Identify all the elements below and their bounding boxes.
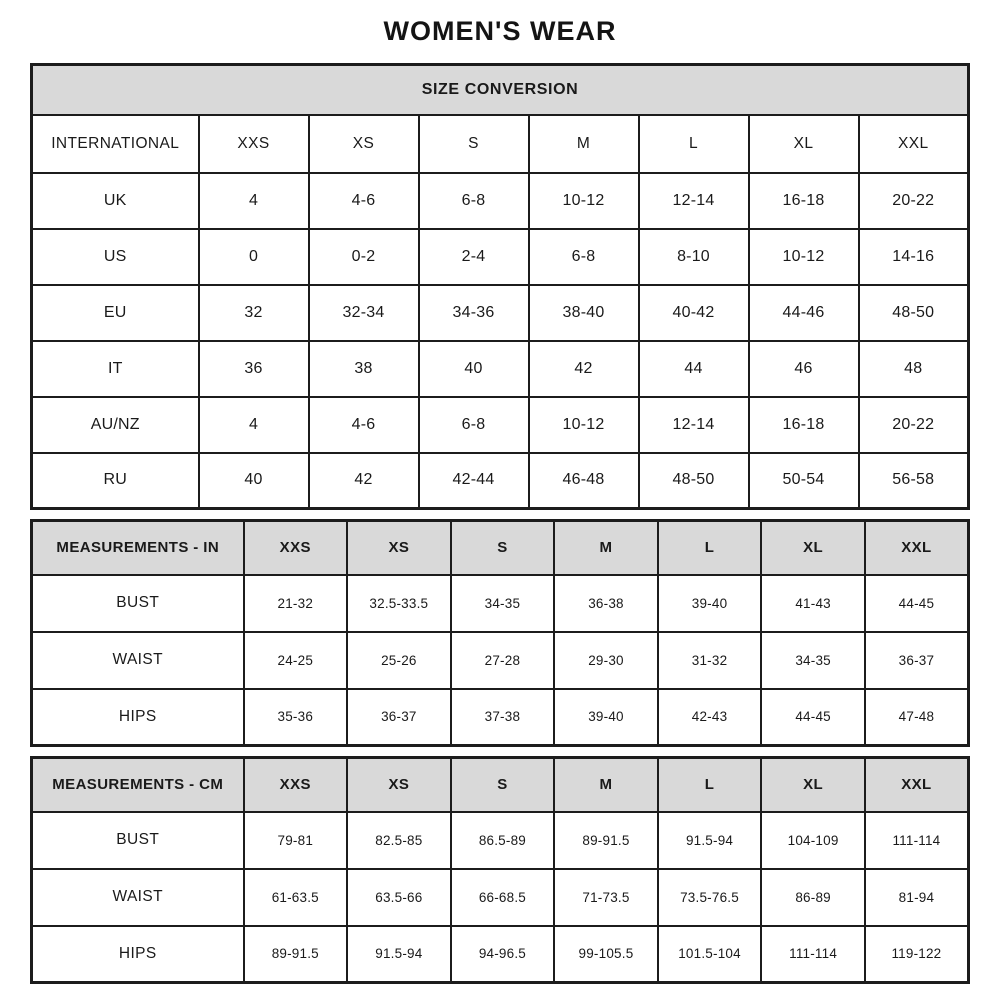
- size_conversion-value-cell: 2-4: [419, 229, 529, 285]
- measurements_cm-value-cell: 86-89: [761, 869, 865, 926]
- size_conversion-value-cell: 48-50: [859, 285, 969, 341]
- measurements_cm-col-header: L: [658, 758, 762, 812]
- size_conversion-col-header: S: [419, 115, 529, 173]
- size_conversion-row: [32, 453, 969, 509]
- measurements_cm-col-header: MEASUREMENTS - CM: [32, 758, 244, 812]
- size_conversion-row-label: EU: [32, 285, 199, 341]
- measurements_in-col-header: XS: [347, 521, 451, 575]
- size_conversion-value-cell: 12-14: [639, 397, 749, 453]
- size_conversion-row-label: US: [32, 229, 199, 285]
- size_conversion-value-cell: 56-58: [859, 453, 969, 509]
- size_conversion-value-cell: 8-10: [639, 229, 749, 285]
- size_conversion-value-cell: 6-8: [529, 229, 639, 285]
- size_conversion-row: [32, 229, 969, 285]
- measurements_in-value-cell: 36-38: [554, 575, 658, 632]
- size_conversion-value-cell: 10-12: [749, 229, 859, 285]
- size_conversion-value-cell: 32: [199, 285, 309, 341]
- size_conversion-row-label: UK: [32, 173, 199, 229]
- measurements_cm-row: [32, 926, 969, 983]
- size_conversion-value-cell: 16-18: [749, 397, 859, 453]
- size_conversion-value-cell: 16-18: [749, 173, 859, 229]
- measurements_cm-columns-row: [32, 758, 969, 812]
- size_conversion-value-cell: 12-14: [639, 173, 749, 229]
- measurements_cm-value-cell: 119-122: [865, 926, 969, 983]
- size_conversion-col-header: M: [529, 115, 639, 173]
- measurements_cm-value-cell: 104-109: [761, 812, 865, 869]
- measurements_in-value-cell: 24-25: [244, 632, 348, 689]
- size_conversion-value-cell: 4: [199, 397, 309, 453]
- measurements_cm-value-cell: 89-91.5: [244, 926, 348, 983]
- measurements_cm-value-cell: 111-114: [761, 926, 865, 983]
- size_conversion-value-cell: 40: [419, 341, 529, 397]
- size_conversion-value-cell: 4-6: [309, 397, 419, 453]
- size_conversion-value-cell: 46-48: [529, 453, 639, 509]
- size_conversion-value-cell: 6-8: [419, 397, 529, 453]
- measurements_cm-col-header: M: [554, 758, 658, 812]
- measurements_cm-col-header: XL: [761, 758, 865, 812]
- size_conversion-value-cell: 40-42: [639, 285, 749, 341]
- size_conversion-col-header: XL: [749, 115, 859, 173]
- size_conversion-header-row: [32, 65, 969, 115]
- size_conversion-col-header: XS: [309, 115, 419, 173]
- measurements_cm-value-cell: 73.5-76.5: [658, 869, 762, 926]
- measurements_cm-value-cell: 91.5-94: [347, 926, 451, 983]
- page-title: WOMEN'S WEAR: [383, 16, 617, 46]
- measurements_cm-value-cell: 82.5-85: [347, 812, 451, 869]
- size_conversion-row-label: RU: [32, 453, 199, 509]
- measurements_in-row-label: BUST: [32, 575, 244, 632]
- measurements_cm-value-cell: 63.5-66: [347, 869, 451, 926]
- measurements_in-col-header: XL: [761, 521, 865, 575]
- size_conversion-row: [32, 173, 969, 229]
- measurements_in-value-cell: 34-35: [761, 632, 865, 689]
- measurements_in-row-label: HIPS: [32, 689, 244, 746]
- size_conversion-row-label: IT: [32, 341, 199, 397]
- measurements_cm-row-label: HIPS: [32, 926, 244, 983]
- measurements_in-value-cell: 25-26: [347, 632, 451, 689]
- size_conversion-value-cell: 46: [749, 341, 859, 397]
- measurements-in-table: [30, 519, 970, 747]
- measurements_in-value-cell: 44-45: [761, 689, 865, 746]
- size_conversion-value-cell: 20-22: [859, 173, 969, 229]
- size_conversion-value-cell: 10-12: [529, 397, 639, 453]
- measurements_cm-row-label: WAIST: [32, 869, 244, 926]
- measurements_cm-value-cell: 94-96.5: [451, 926, 555, 983]
- size_conversion-value-cell: 20-22: [859, 397, 969, 453]
- size_conversion-col-header: INTERNATIONAL: [32, 115, 199, 173]
- size_conversion-value-cell: 44-46: [749, 285, 859, 341]
- measurements_cm-value-cell: 91.5-94: [658, 812, 762, 869]
- measurements_in-value-cell: 41-43: [761, 575, 865, 632]
- measurements-cm-table: [30, 756, 970, 984]
- size_conversion-value-cell: 42-44: [419, 453, 529, 509]
- size_conversion-value-cell: 14-16: [859, 229, 969, 285]
- size_conversion-value-cell: 48: [859, 341, 969, 397]
- measurements_cm-row: [32, 812, 969, 869]
- measurements_cm-value-cell: 99-105.5: [554, 926, 658, 983]
- measurements_cm-row-label: BUST: [32, 812, 244, 869]
- size_conversion-value-cell: 32-34: [309, 285, 419, 341]
- size_conversion-value-cell: 4-6: [309, 173, 419, 229]
- measurements_cm-value-cell: 66-68.5: [451, 869, 555, 926]
- measurements_cm-row: [32, 869, 969, 926]
- measurements_in-value-cell: 39-40: [658, 575, 762, 632]
- size_conversion-value-cell: 10-12: [529, 173, 639, 229]
- measurements_cm-value-cell: 81-94: [865, 869, 969, 926]
- measurements_in-col-header: XXL: [865, 521, 969, 575]
- measurements_cm-value-cell: 71-73.5: [554, 869, 658, 926]
- size_conversion-value-cell: 44: [639, 341, 749, 397]
- measurements_in-value-cell: 42-43: [658, 689, 762, 746]
- size_conversion-row: [32, 341, 969, 397]
- measurements_in-value-cell: 27-28: [451, 632, 555, 689]
- size_conversion-value-cell: 0: [199, 229, 309, 285]
- size_conversion-col-header: XXL: [859, 115, 969, 173]
- measurements_in-value-cell: 39-40: [554, 689, 658, 746]
- size_conversion-value-cell: 4: [199, 173, 309, 229]
- size_conversion-value-cell: 6-8: [419, 173, 529, 229]
- measurements_cm-value-cell: 101.5-104: [658, 926, 762, 983]
- measurements_in-value-cell: 35-36: [244, 689, 348, 746]
- size_conversion-col-header: XXS: [199, 115, 309, 173]
- measurements_in-value-cell: 29-30: [554, 632, 658, 689]
- size_conversion-value-cell: 42: [309, 453, 419, 509]
- size_conversion-columns-row: [32, 115, 969, 173]
- measurements_cm-col-header: XXS: [244, 758, 348, 812]
- measurements_cm-value-cell: 89-91.5: [554, 812, 658, 869]
- measurements_in-value-cell: 44-45: [865, 575, 969, 632]
- measurements_in-value-cell: 36-37: [347, 689, 451, 746]
- measurements_in-value-cell: 47-48: [865, 689, 969, 746]
- measurements_in-row: [32, 575, 969, 632]
- size_conversion-value-cell: 40: [199, 453, 309, 509]
- measurements_in-row: [32, 632, 969, 689]
- measurements_cm-value-cell: 111-114: [865, 812, 969, 869]
- measurements_in-value-cell: 31-32: [658, 632, 762, 689]
- measurements_in-col-header: MEASUREMENTS - IN: [32, 521, 244, 575]
- measurements_in-row: [32, 689, 969, 746]
- measurements_in-row-label: WAIST: [32, 632, 244, 689]
- measurements_cm-value-cell: 86.5-89: [451, 812, 555, 869]
- measurements_in-value-cell: 36-37: [865, 632, 969, 689]
- size_conversion-value-cell: 38-40: [529, 285, 639, 341]
- measurements_in-col-header: XXS: [244, 521, 348, 575]
- measurements_in-col-header: S: [451, 521, 555, 575]
- measurements_in-col-header: M: [554, 521, 658, 575]
- measurements_in-value-cell: 32.5-33.5: [347, 575, 451, 632]
- size_conversion-value-cell: 36: [199, 341, 309, 397]
- measurements_cm-col-header: S: [451, 758, 555, 812]
- size_conversion-row: [32, 397, 969, 453]
- size_conversion-value-cell: 0-2: [309, 229, 419, 285]
- measurements_cm-value-cell: 61-63.5: [244, 869, 348, 926]
- measurements_in-value-cell: 21-32: [244, 575, 348, 632]
- measurements_cm-col-header: XS: [347, 758, 451, 812]
- measurements_in-value-cell: 37-38: [451, 689, 555, 746]
- measurements_in-col-header: L: [658, 521, 762, 575]
- size_conversion-value-cell: 38: [309, 341, 419, 397]
- size_conversion-header: SIZE CONVERSION: [32, 65, 969, 115]
- measurements_cm-col-header: XXL: [865, 758, 969, 812]
- size_conversion-row-label: AU/NZ: [32, 397, 199, 453]
- size_conversion-value-cell: 34-36: [419, 285, 529, 341]
- size_conversion-row: [32, 285, 969, 341]
- size_conversion-col-header: L: [639, 115, 749, 173]
- size_conversion-value-cell: 48-50: [639, 453, 749, 509]
- measurements_cm-value-cell: 79-81: [244, 812, 348, 869]
- size_conversion-value-cell: 42: [529, 341, 639, 397]
- measurements_in-columns-row: [32, 521, 969, 575]
- size-conversion-table: [30, 63, 970, 510]
- size_conversion-value-cell: 50-54: [749, 453, 859, 509]
- measurements_in-value-cell: 34-35: [451, 575, 555, 632]
